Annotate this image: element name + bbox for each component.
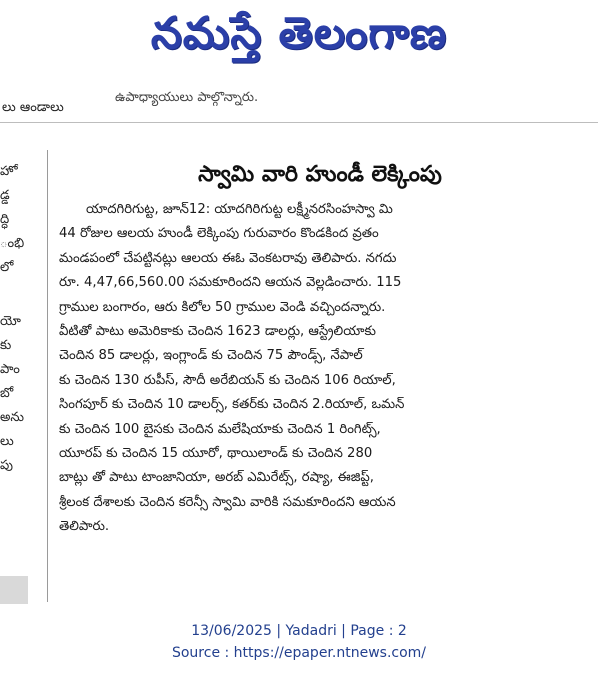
source-link[interactable]: Source : https://epaper.ntnews.com/ [171,645,427,661]
grey-block [0,576,28,604]
fragment-line: ద్ధి [0,212,10,227]
article-line: బాట్లు తో పాటు టాంజానియా, అరబ్ ఎమిరేట్స్, రష్యా, ఈజిప్ట్, [59,470,374,486]
adjacent-article-tail: ఉపాధ్యాయులు పాల్గొన్నారు. [115,90,259,105]
article-line: రూ. 4,47,66,560.00 సమకూరిందని ఆయన వెల్లడించారు. 115 [59,275,402,291]
fragment-line: కు [0,338,12,353]
article-line: 44 రోజుల ఆలయ హుండీ లెక్కింపు గురువారం కొండకింద వ్రతం [59,226,379,242]
article-headline: స్వామి వారి హుండీ లెక్కింపు [198,162,442,187]
article-body [59,198,580,540]
fragment-line: యో [0,314,21,329]
footer [0,620,598,664]
adjacent-column-fragment [0,160,40,580]
fragment-line: హో [0,164,18,179]
fragment-line: ంభి [0,236,25,251]
article-line: కు చెందిన 130 రుపీస్, సౌదీ అరేబియన్ కు చెందిన 106 రియాల్, [59,372,396,388]
article-line: తెలిపారు. [59,519,110,535]
adjacent-column-heading: లు ఆండాలు [2,100,64,115]
article-line: చెందిన 85 డాలర్లు, ఇంగ్లాండ్ కు చెందిన 75 పౌండ్స్, నేపాల్ [59,348,363,364]
fragment-line: పాం [0,362,20,377]
article-line: కు చెందిన 100 బైసకు చెందిన మలేషియాకు చెందిన 1 రింగిట్స్, [59,421,381,437]
article-line: యాదగిరిగుట్ట, జూన్12: యాదగిరిగుట్ట లక్ష్మీనరసింహస్వా మి [86,202,393,217]
fragment-line: లో [0,260,14,275]
article-line: సింగపూర్ కు చెందిన 10 డాలర్స్, కతర్‌కు చెందిన 2.రియాల్, ఒమన్ [59,397,405,413]
column-divider [47,150,48,602]
newspaper-logo: నమస్తే తెలంగాణ [150,8,448,59]
edition-info: 13/06/2025 | Yadadri | Page : 2 [191,623,407,639]
article-line: మండపంలో చేపట్టినట్లు ఆలయ ఈఓ వెంకటరావు తెలిపారు. నగదు [59,250,397,266]
masthead [0,0,598,78]
fragment-line: డ్డ [0,188,10,203]
article-line: యూరప్ కు చెందిన 15 యూరో, థాయిలాండ్ కు చెందిన 280 [59,446,373,462]
fragment-line: అను [0,410,25,425]
fragment-line: పు [0,458,13,473]
article-line: శ్రీలంక దేశాలకు చెందిన కరెన్సీ స్వామి వారికి సమకూరిందని ఆయన [59,494,396,510]
article-line: గ్రాముల బంగారం, ఆరు కిలోల 50 గ్రాముల వెండి వచ్చిందన్నారు. [59,299,386,315]
fragment-line: బో [0,386,14,401]
article-line: వీటితో పాటు అమెరికాకు చెందిన 1623 డాలర్లు, ఆస్ట్రేలియాకు [59,324,376,340]
divider [0,122,598,123]
fragment-line: లు [0,434,14,449]
